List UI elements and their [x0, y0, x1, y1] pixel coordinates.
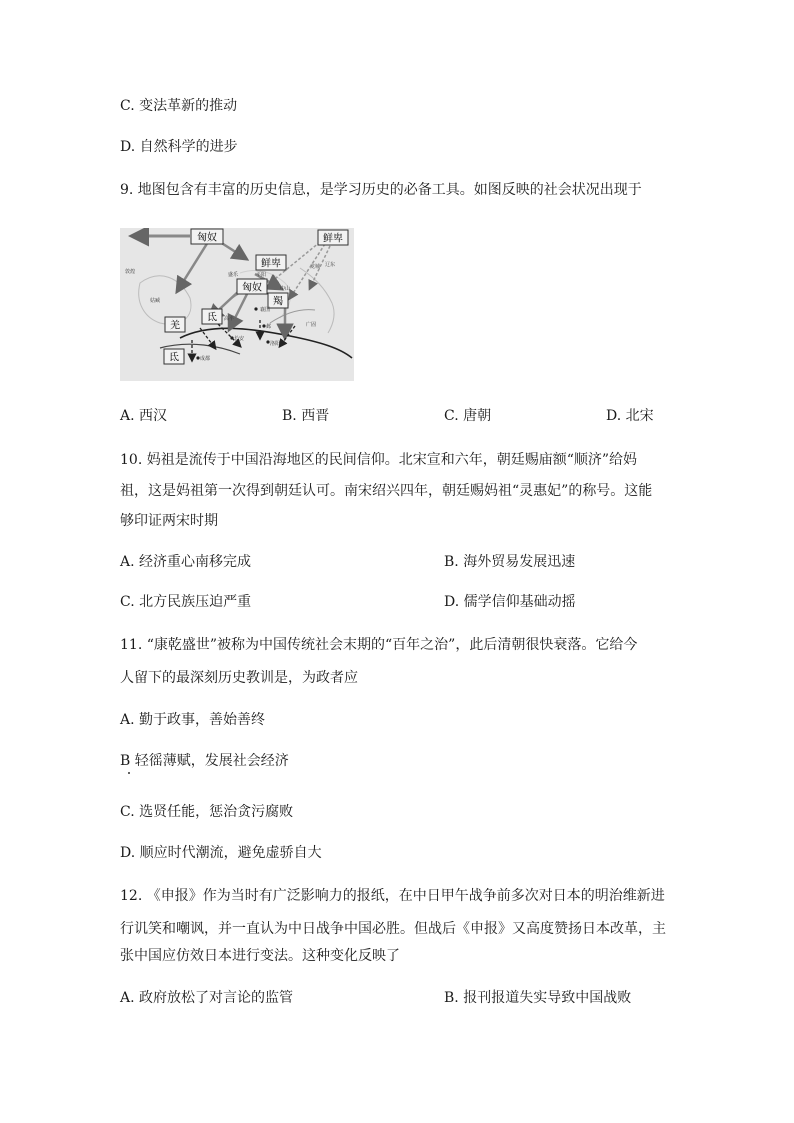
q12-stem-line3: 张中国应仿效日本进行变法。这种变化反映了: [120, 948, 400, 964]
place-label: 平阳: [256, 272, 267, 278]
svg-text:氐: 氐: [207, 312, 217, 324]
map-drawing: [120, 228, 354, 381]
q11-option-b: B 轻徭薄赋，发展社会经济: [120, 753, 289, 769]
place-label: 龙城: [310, 264, 321, 270]
svg-text:羯: 羯: [273, 296, 283, 308]
map-label-qiang: [165, 317, 185, 332]
stray-dot: [128, 772, 130, 774]
q11-option-d: D. 顺应时代潮流，避免虚骄自大: [120, 845, 322, 861]
place-label: 姑臧: [150, 298, 161, 304]
q11-stem-line2: 人留下的最深刻历史教训是，为政者应: [120, 670, 358, 686]
map-label-jie: [268, 293, 288, 308]
q9-option-b: B. 西晋: [282, 408, 330, 424]
map-label-di-center: [202, 309, 222, 324]
q9-option-a: A. 西汉: [120, 408, 168, 424]
place-label: 襄国: [260, 307, 271, 313]
place-label: 洛阳: [270, 341, 281, 347]
place-label: 高平: [224, 316, 235, 322]
place-label: 成都: [200, 356, 211, 362]
q10-stem-line3: 够印证两宋时期: [120, 513, 218, 529]
q12-stem-line1: 12. 《申报》作为当时有广泛影响力的报纸，在中日甲午战争前多次对日本的明治维新进: [120, 888, 665, 904]
map-label-xiongnu-top: [191, 229, 223, 244]
q10-option-a: A. 经济重心南移完成: [120, 554, 252, 570]
svg-text:氐: 氐: [169, 352, 179, 364]
q10-stem-line2: 祖，这是妈祖第一次得到朝廷认可。南宋绍兴四年，朝廷赐妈祖“灵惠妃”的称号。这能: [120, 483, 653, 499]
q8-option-d: D. 自然科学的进步: [120, 139, 238, 155]
q11-option-c: C. 选贤任能，惩治贪污腐败: [120, 804, 294, 820]
q9-option-d: D. 北宋: [606, 408, 654, 424]
map-label-xianbei-center: [256, 255, 286, 270]
map-label-xianbei-right: [318, 230, 348, 245]
place-label: 长安: [234, 336, 245, 342]
place-label: 辽东: [325, 262, 336, 268]
svg-text:匈奴: 匈奴: [242, 282, 262, 294]
svg-text:匈奴: 匈奴: [197, 232, 217, 244]
q8-option-c: C. 变法革新的推动: [120, 98, 238, 114]
map-label-xiongnu-center: [237, 279, 267, 294]
place-label: 广固: [306, 322, 317, 328]
q10-option-b: B. 海外贸易发展迅速: [444, 554, 576, 570]
place-label: 邺: [266, 324, 272, 330]
map-label-di-left: [164, 349, 184, 364]
place-label: 盛乐: [228, 272, 239, 278]
place-label: 中山: [280, 286, 291, 292]
place-label: 敦煌: [125, 269, 136, 275]
svg-text:鲜卑: 鲜卑: [261, 258, 281, 270]
q11-stem-line1: 11. “康乾盛世”被称为中国传统社会末期的“百年之治”，此后清朝很快衰落。它给今: [120, 637, 638, 653]
q9-option-c: C. 唐朝: [444, 408, 492, 424]
q12-option-a: A. 政府放松了对言论的监管: [120, 990, 294, 1006]
historical-map-image: [120, 228, 354, 381]
q11-option-a: A. 勤于政事，善始善终: [120, 712, 266, 728]
q12-option-b: B. 报刊报道失实导致中国战败: [444, 990, 632, 1006]
svg-text:鲜卑: 鲜卑: [323, 233, 343, 245]
svg-text:羌: 羌: [170, 320, 180, 332]
q9-stem: 9. 地图包含有丰富的历史信息，是学习历史的必备工具。如图反映的社会状况出现于: [120, 182, 642, 198]
q10-option-d: D. 儒学信仰基础动摇: [444, 594, 576, 610]
q12-stem-line2: 行讥笑和嘲讽，并一直认为中日战争中国必胜。但战后《申报》又高度赞扬日本改革，主: [120, 921, 666, 937]
q10-stem-line1: 10. 妈祖是流传于中国沿海地区的民间信仰。北宋宣和六年，朝廷赐庙额“顺济”给妈: [120, 452, 638, 468]
q10-option-c: C. 北方民族压迫严重: [120, 594, 252, 610]
